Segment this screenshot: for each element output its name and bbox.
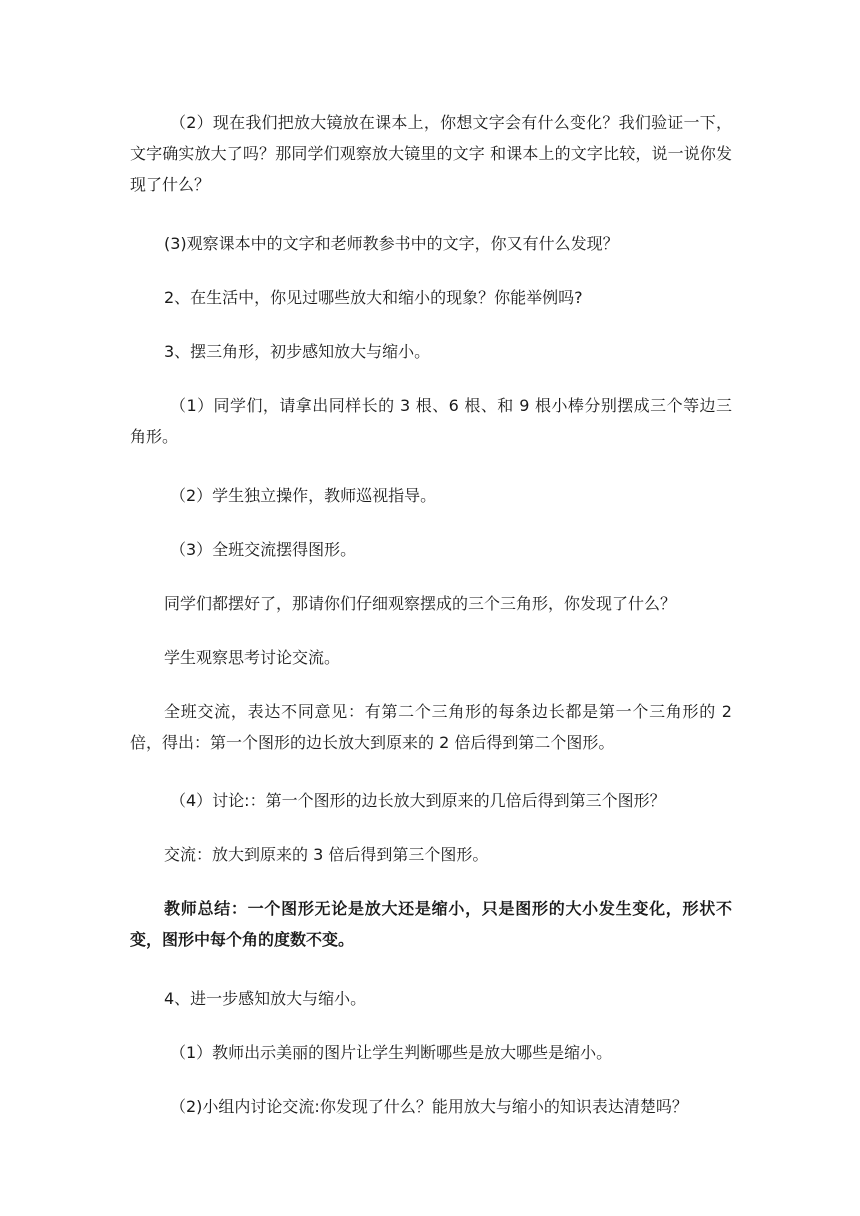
paragraph-observe-triangles: 同学们都摆好了，那请你们仔细观察摆成的三个三角形，你发现了什么？ <box>164 594 677 613</box>
paragraph-group-discussion: （2)小组内讨论交流:你发现了什么？能用放大与缩小的知识表达清楚吗？ <box>170 1097 688 1116</box>
paragraph-class-exchange: （3）全班交流摆得图形。 <box>170 540 357 559</box>
paragraph-further-perception: 4、进一步感知放大与缩小。 <box>164 989 367 1008</box>
paragraph-exchange-answer: 交流：放大到原来的 3 倍后得到第三个图形。 <box>164 845 489 864</box>
paragraph-independent-work: （2）学生独立操作，教师巡视指导。 <box>170 486 437 505</box>
paragraph-discussion-question: （4）讨论:：第一个图形的边长放大到原来的几倍后得到第三个图形？ <box>170 791 666 810</box>
paragraph-teacher-summary: 教师总结：一个图形无论是放大还是缩小，只是图形的大小发生变化，形状不变，图形中每个角的度数不变。 <box>130 899 732 949</box>
paragraph-compare-books: (3)观察课本中的文字和老师教参书中的文字，你又有什么发现？ <box>164 234 619 253</box>
paragraph-sticks-instruction: （1）同学们，请拿出同样长的 3 根、6 根、和 9 根小棒分别摆成三个等边三角形。 <box>130 396 732 446</box>
paragraph-life-examples: 2、在生活中，你见过哪些放大和缩小的现象？你能举例吗? <box>164 288 583 307</box>
paragraph-picture-judgement: （1）教师出示美丽的图片让学生判断哪些是放大哪些是缩小。 <box>170 1043 613 1062</box>
paragraph-opinions: 全班交流，表达不同意见：有第二个三角形的每条边长都是第一个三角形的 2 倍，得出：第一个图形的边长放大到原来的 2 倍后得到第二个图形。 <box>130 702 732 752</box>
paragraph-student-discussion: 学生观察思考讨论交流。 <box>164 648 341 667</box>
paragraph-magnifier-textbook: （2）现在我们把放大镜放在课本上，你想文字会有什么变化？我们验证一下，文字确实放大了吗？那同学们观察放大镜里的文字 和课本上的文字比较，说一说你发现了什么？ <box>130 113 732 194</box>
paragraph-triangle-heading: 3、摆三角形，初步感知放大与缩小。 <box>164 342 431 361</box>
